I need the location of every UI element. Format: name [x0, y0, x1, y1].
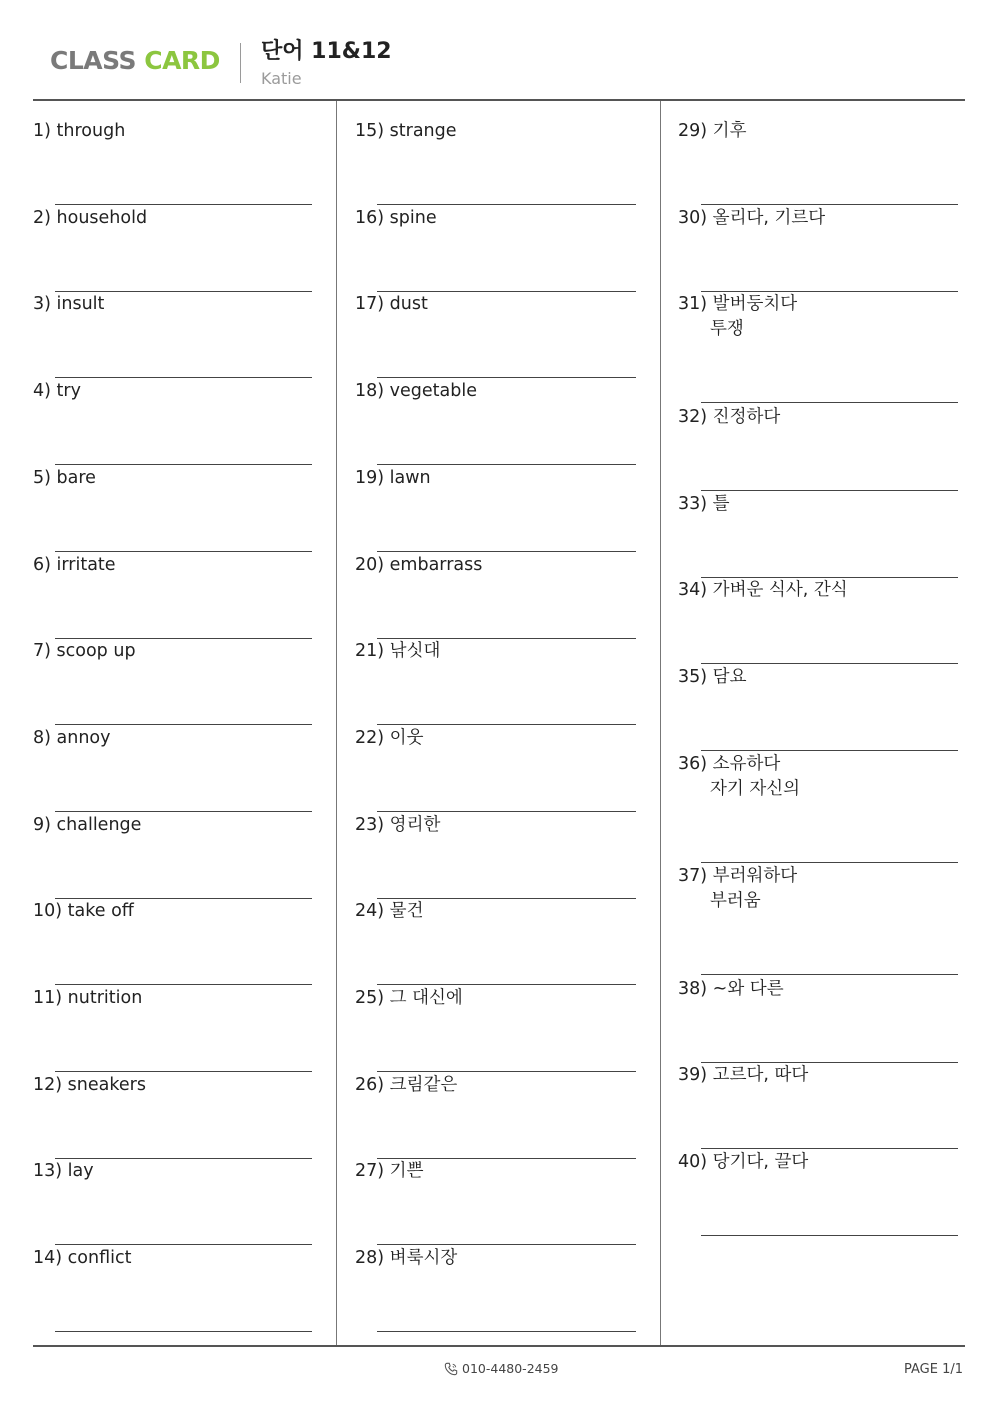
footer-phone	[444, 1361, 559, 1376]
vocab-prompt	[33, 553, 116, 578]
vocab-prompt-line1: 2) household	[33, 207, 148, 228]
vocab-prompt	[355, 986, 463, 1011]
vocab-prompt	[33, 379, 81, 404]
vocab-prompt-line1: 34) 가벼운 식사, 간식	[678, 580, 848, 601]
vocab-prompt	[33, 206, 147, 231]
vocab-prompt-line1: 20) embarrass	[355, 554, 483, 575]
vocab-prompt	[678, 1063, 808, 1088]
vocab-prompt-line1: 16) spine	[355, 207, 437, 228]
vocab-prompt-line1: 9) challenge	[33, 814, 142, 835]
vocab-prompt-line1: 27) 기쁜	[355, 1161, 424, 1182]
answer-line[interactable]	[701, 974, 958, 975]
vocab-prompt	[355, 726, 423, 751]
vocab-prompt-line1: 7) scoop up	[33, 641, 136, 662]
vocab-prompt	[33, 1246, 131, 1271]
vocab-prompt-line1: 14) conflict	[33, 1248, 132, 1269]
vocab-prompt-line1: 35) 담요	[678, 667, 747, 687]
vocab-prompt	[355, 119, 457, 144]
vocab-prompt-line1: 15) strange	[355, 121, 457, 141]
answer-line[interactable]	[701, 490, 958, 491]
vocab-prompt	[355, 206, 437, 231]
header-divider	[240, 43, 241, 83]
vocab-prompt	[33, 1159, 94, 1184]
vocab-prompt	[678, 492, 730, 517]
vocab-prompt-line2: 투쟁	[710, 319, 744, 340]
vocab-prompt-line1: 4) try	[33, 381, 81, 402]
vocab-prompt-line1: 33) 틀	[678, 493, 730, 514]
vocab-prompt-line1: 24) 물건	[355, 901, 424, 922]
worksheet-title: 단어 11&12	[261, 39, 392, 64]
vocab-prompt	[33, 1073, 146, 1098]
vocab-prompt	[33, 726, 111, 751]
vocab-prompt-line1: 39) 고르다, 따다	[678, 1065, 809, 1086]
answer-line[interactable]	[55, 377, 312, 378]
vocab-prompt	[678, 206, 825, 231]
vocab-prompt-line1: 28) 벼룩시장	[355, 1248, 458, 1269]
vocab-prompt-line1: 40) 당기다, 끌다	[678, 1152, 809, 1173]
vocab-prompt-line1: 37) 부러워하다	[678, 866, 798, 887]
vocab-prompt-line1: 13) lay	[33, 1161, 94, 1182]
vocab-prompt	[33, 986, 142, 1011]
top-rule	[33, 99, 965, 101]
page-number: PAGE 1/1	[903, 1362, 963, 1377]
vocab-prompt-line1: 36) 소유하다	[678, 753, 781, 774]
vocab-prompt-line1: 21) 낚싯대	[355, 641, 441, 662]
vocab-prompt	[678, 977, 784, 1002]
vocab-prompt	[355, 899, 423, 924]
vocab-prompt	[355, 813, 440, 838]
vocab-prompt-line1: 38) ~와 다른	[678, 978, 784, 999]
vocab-prompt	[678, 665, 746, 690]
vocab-prompt	[33, 292, 104, 317]
vocab-prompt-line1: 5) bare	[33, 467, 96, 488]
vocab-prompt-line2: 부러움	[710, 891, 761, 912]
vocab-prompt	[678, 405, 780, 430]
vocab-prompt-line1: 6) irritate	[33, 554, 116, 575]
vocab-prompt	[355, 379, 477, 404]
vocab-prompt	[678, 864, 797, 914]
worksheet-author: Katie	[261, 69, 302, 88]
answer-line[interactable]	[701, 862, 958, 863]
answer-line[interactable]	[701, 402, 958, 403]
vocab-prompt	[355, 1159, 423, 1184]
vocab-prompt-line1: 18) vegetable	[355, 381, 477, 402]
vocab-prompt	[355, 553, 482, 578]
vocab-prompt	[355, 466, 431, 491]
column-divider-1	[336, 101, 337, 1345]
vocab-prompt-line1: 29) 기후	[678, 121, 747, 141]
vocab-prompt-line1: 31) 발버둥치다	[678, 294, 798, 315]
vocab-prompt-line1: 30) 올리다, 기르다	[678, 207, 826, 228]
logo-word-card: CARD	[144, 46, 220, 75]
answer-line[interactable]	[701, 1235, 958, 1236]
vocab-prompt-line1: 19) lawn	[355, 467, 431, 488]
vocab-prompt-line1: 32) 진정하다	[678, 406, 781, 427]
vocab-prompt-line1: 1) through	[33, 121, 126, 141]
vocab-prompt	[33, 639, 136, 664]
vocab-prompt	[678, 292, 797, 342]
vocab-prompt	[678, 578, 848, 603]
header	[0, 0, 1000, 100]
vocab-prompt	[678, 1150, 808, 1175]
class-card-logo	[50, 46, 220, 75]
vocab-prompt	[33, 466, 96, 491]
vocab-prompt	[355, 1246, 457, 1271]
vocab-prompt	[33, 119, 125, 144]
vocab-prompt	[355, 292, 428, 317]
logo-word-class: CLASS	[50, 46, 137, 75]
answer-line[interactable]	[55, 1331, 312, 1332]
column-divider-2	[660, 101, 661, 1345]
vocab-prompt-line1: 22) 이웃	[355, 727, 424, 748]
phone-icon	[444, 1362, 458, 1376]
vocab-prompt	[355, 1073, 457, 1098]
vocab-prompt	[355, 639, 440, 664]
vocab-prompt-line2: 자기 자신의	[710, 778, 801, 799]
vocab-prompt	[678, 119, 746, 144]
vocab-prompt	[33, 813, 141, 838]
vocab-prompt-line1: 17) dust	[355, 294, 428, 315]
answer-line[interactable]	[377, 1331, 636, 1332]
vocab-prompt	[33, 899, 134, 924]
phone-number: 010-4480-2459	[462, 1361, 559, 1376]
vocab-prompt-line1: 25) 그 대신에	[355, 988, 463, 1008]
vocab-prompt-line1: 3) insult	[33, 294, 105, 315]
vocab-prompt	[678, 752, 800, 802]
vocab-prompt-line1: 26) 크림같은	[355, 1074, 458, 1095]
vocab-prompt-line1: 11) nutrition	[33, 988, 143, 1008]
vocab-prompt-line1: 8) annoy	[33, 727, 111, 748]
vocab-prompt-line1: 10) take off	[33, 901, 134, 922]
bottom-rule	[33, 1345, 965, 1347]
vocab-prompt-line1: 23) 영리한	[355, 814, 441, 835]
vocab-prompt-line1: 12) sneakers	[33, 1074, 146, 1095]
